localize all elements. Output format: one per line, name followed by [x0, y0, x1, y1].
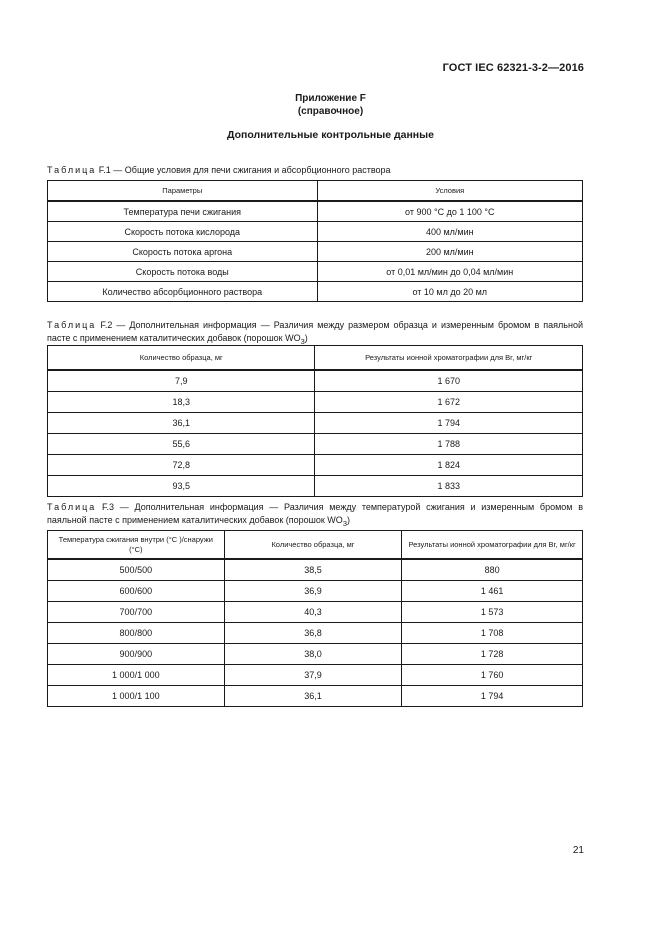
page-number: 21	[572, 845, 584, 856]
table-row	[48, 282, 583, 302]
table-cell: от 900 °C до 1 100 °C	[317, 201, 582, 222]
table-row	[48, 455, 583, 476]
table-cell: 500/500	[48, 559, 225, 581]
table-cell: от 0,01 мл/мин до 0,04 мл/мин	[317, 262, 582, 282]
table-cell: 1 788	[315, 434, 583, 455]
column-header: Условия	[317, 181, 582, 202]
table-row	[48, 644, 583, 665]
table-cell: 38,0	[224, 644, 402, 665]
table-cell: 36,8	[224, 623, 402, 644]
table-row	[48, 686, 583, 707]
caption-label: Таблица	[47, 502, 97, 512]
table-row	[48, 623, 583, 644]
table-cell: Температура печи сжигания	[48, 201, 318, 222]
table-f1-caption	[47, 164, 583, 177]
table-cell: 200 мл/мин	[317, 242, 582, 262]
table-f2	[47, 345, 583, 497]
table-cell: 1 728	[402, 644, 583, 665]
caption-end: )	[346, 515, 350, 525]
column-header: Результаты ионной хроматографии для Br, мг/кг	[315, 346, 583, 371]
table-row	[48, 222, 583, 242]
caption-end: )	[304, 333, 308, 343]
table-f2-caption	[47, 319, 583, 348]
table-cell: 1 760	[402, 665, 583, 686]
caption-text: F.2 — Дополнительная информация — Различия между размером образца и измеренным бромом в паяльной пасте с применением каталитических добавок (порошок WO	[47, 320, 583, 343]
caption-label: Таблица	[47, 320, 97, 330]
table-cell: 1 833	[315, 476, 583, 497]
table-cell: 1 000/1 100	[48, 686, 225, 707]
column-header: Количество образца, мг	[48, 346, 315, 371]
table-cell: 1 000/1 000	[48, 665, 225, 686]
table-row	[48, 370, 583, 392]
column-header: Количество образца, мг	[224, 531, 402, 560]
table-cell: 38,5	[224, 559, 402, 581]
table-cell: 880	[402, 559, 583, 581]
table-cell: Количество абсорбционного раствора	[48, 282, 318, 302]
table-cell: 400 мл/мин	[317, 222, 582, 242]
table-row	[48, 559, 583, 581]
column-header: Результаты ионной хроматографии для Br, мг/кг	[402, 531, 583, 560]
caption-subscript: 3	[300, 336, 305, 346]
table-cell: 18,3	[48, 392, 315, 413]
table-cell: 1 461	[402, 581, 583, 602]
table-row	[48, 262, 583, 282]
table-cell: 1 824	[315, 455, 583, 476]
table-row	[48, 201, 583, 222]
table-cell: 36,1	[224, 686, 402, 707]
table-header-row	[48, 531, 583, 560]
caption-text: F.3 — Дополнительная информация — Различия между температурой сжигания и измеренным бромом в паяльной пасте с применением каталитических добавок (порошок WO	[47, 502, 583, 525]
table-cell: 55,6	[48, 434, 315, 455]
table-row	[48, 602, 583, 623]
table-cell: 1 708	[402, 623, 583, 644]
caption-subscript: 3	[342, 518, 347, 528]
table-cell: 40,3	[224, 602, 402, 623]
table-cell: 900/900	[48, 644, 225, 665]
table-cell: от 10 мл до 20 мл	[317, 282, 582, 302]
caption-label: Таблица	[47, 165, 97, 175]
table-cell: 700/700	[48, 602, 225, 623]
table-cell: Скорость потока аргона	[48, 242, 318, 262]
caption-text: F.1 — Общие условия для печи сжигания и абсорбционного раствора	[96, 165, 391, 175]
section-title: Дополнительные контрольные данные	[227, 129, 434, 141]
table-header-row	[48, 346, 583, 371]
table-cell: Скорость потока кислорода	[48, 222, 318, 242]
table-row	[48, 242, 583, 262]
table-f1	[47, 180, 583, 302]
table-row	[48, 476, 583, 497]
table-row	[48, 581, 583, 602]
column-header: Параметры	[48, 181, 318, 202]
appendix-heading	[0, 92, 661, 118]
table-cell: 1 794	[315, 413, 583, 434]
table-cell: 93,5	[48, 476, 315, 497]
appendix-subtitle: (справочное)	[297, 106, 364, 117]
table-cell: 36,1	[48, 413, 315, 434]
table-cell: 1 573	[402, 602, 583, 623]
table-cell: Скорость потока воды	[48, 262, 318, 282]
table-cell: 36,9	[224, 581, 402, 602]
column-header: Температура сжигания внутри (°C )/снаружи (°C)	[48, 531, 225, 560]
table-row	[48, 392, 583, 413]
table-cell: 1 794	[402, 686, 583, 707]
standard-number: ГОСТ IEC 62321-3-2—2016	[442, 62, 584, 74]
table-cell: 37,9	[224, 665, 402, 686]
table-row	[48, 665, 583, 686]
table-cell: 1 672	[315, 392, 583, 413]
table-cell: 1 670	[315, 370, 583, 392]
appendix-title: Приложение F	[295, 93, 366, 104]
table-row	[48, 413, 583, 434]
table-cell: 600/600	[48, 581, 225, 602]
table-f3	[47, 530, 583, 707]
table-cell: 72,8	[48, 455, 315, 476]
table-header-row	[48, 181, 583, 202]
table-row	[48, 434, 583, 455]
table-cell: 800/800	[48, 623, 225, 644]
table-f3-caption	[47, 501, 583, 530]
table-cell: 7,9	[48, 370, 315, 392]
